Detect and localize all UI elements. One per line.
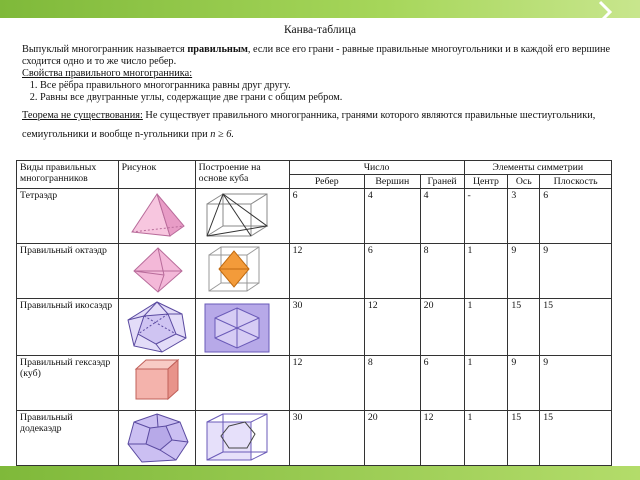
octa-in-cube-image [199, 245, 285, 295]
picture-cell [118, 189, 195, 244]
cell-plane: 15 [540, 411, 612, 466]
row-name: Правильный додекаэдр [17, 411, 119, 466]
cell-center: 1 [464, 356, 508, 411]
header-kinds: Виды правильных многогранников [17, 161, 119, 189]
header-picture: Рисунок [118, 161, 195, 189]
header-axis: Ось [508, 175, 540, 189]
cell-edges: 30 [289, 411, 364, 466]
cell-edges: 12 [289, 356, 364, 411]
definition-bold: правильным [187, 44, 248, 55]
cell-axis: 9 [508, 356, 540, 411]
cell-plane: 6 [540, 189, 612, 244]
header-vertices: Вершин [364, 175, 420, 189]
icosahedron-image [122, 300, 192, 354]
properties-heading: Свойства правильного многогранника: [22, 68, 193, 79]
construction-cell [195, 189, 289, 244]
cell-center: 1 [464, 244, 508, 299]
header-faces: Граней [420, 175, 464, 189]
cell-plane: 15 [540, 299, 612, 356]
cell-axis: 9 [508, 244, 540, 299]
icosa-in-cube-image [199, 300, 285, 354]
header-center: Центр [464, 175, 508, 189]
cell-center: 1 [464, 299, 508, 356]
cube-image [122, 357, 192, 401]
cell-center: - [464, 189, 508, 244]
theorem-text: Не существует правильного многогранника, гранями которого являются правильные шестиугольники, семиугольники и вообще n-угольники при [22, 110, 596, 140]
construction-cell [195, 356, 289, 411]
cell-vertices: 8 [364, 356, 420, 411]
cell-faces: 20 [420, 299, 464, 356]
page-title: Канва-таблица [284, 24, 356, 36]
properties-list [22, 80, 634, 104]
property-item: 1. Все рёбра правильного многогранника равны друг другу. [40, 80, 634, 92]
cell-edges: 6 [289, 189, 364, 244]
octahedron-image [122, 245, 192, 295]
picture-cell [118, 411, 195, 466]
row-name: Правильный икосаэдр [17, 299, 119, 356]
picture-cell [118, 356, 195, 411]
cell-axis: 15 [508, 299, 540, 356]
bottom-decor-bar [0, 466, 640, 480]
definition-post: , если все его грани - равные правильные многоугольники и в каждой его вершине сходится одно и то же число ребер. [22, 44, 611, 67]
header-symmetry: Элементы симметрии [464, 161, 611, 175]
picture-cell [118, 299, 195, 356]
tetrahedron-image [122, 190, 192, 240]
cell-vertices: 4 [364, 189, 420, 244]
cell-faces: 4 [420, 189, 464, 244]
cell-faces: 6 [420, 356, 464, 411]
property-item: 2. Равны все двугранные углы, содержащие две грани с общим ребром. [40, 92, 634, 104]
cell-axis: 15 [508, 411, 540, 466]
header-plane: Плоскость [540, 175, 612, 189]
cell-vertices: 20 [364, 411, 420, 466]
picture-cell [118, 244, 195, 299]
theorem-math: n ≥ 6. [210, 129, 234, 140]
table-row [17, 411, 612, 466]
header-number: Число [289, 161, 464, 175]
cell-axis: 3 [508, 189, 540, 244]
table-row [17, 244, 612, 299]
construction-cell [195, 244, 289, 299]
header-edges: Ребер [289, 175, 364, 189]
cell-plane: 9 [540, 356, 612, 411]
theorem-label: Теорема не существования: [22, 110, 143, 121]
row-name: Тетраэдр [17, 189, 119, 244]
dodecahedron-image [122, 412, 192, 464]
dodeca-in-cube-image [199, 412, 285, 464]
header-construction: Построение на основе куба [195, 161, 289, 189]
cell-center: 1 [464, 411, 508, 466]
cell-edges: 30 [289, 299, 364, 356]
row-name: Правильный октаэдр [17, 244, 119, 299]
cell-faces: 8 [420, 244, 464, 299]
construction-cell [195, 299, 289, 356]
polyhedra-table [16, 160, 612, 466]
table-row [17, 299, 612, 356]
table-row [17, 189, 612, 244]
definition-pre: Выпуклый многогранник называется [22, 44, 188, 55]
cell-vertices: 12 [364, 299, 420, 356]
theorem [22, 106, 634, 144]
construction-cell [195, 411, 289, 466]
cell-faces: 12 [420, 411, 464, 466]
cell-edges: 12 [289, 244, 364, 299]
intro-text [22, 44, 634, 144]
cell-plane: 9 [540, 244, 612, 299]
definition [22, 44, 634, 68]
table-row [17, 356, 612, 411]
cell-vertices: 6 [364, 244, 420, 299]
top-decor-bar [0, 0, 640, 18]
row-name: Правильный гексаэдр (куб) [17, 356, 119, 411]
tetra-in-cube-image [199, 190, 285, 240]
